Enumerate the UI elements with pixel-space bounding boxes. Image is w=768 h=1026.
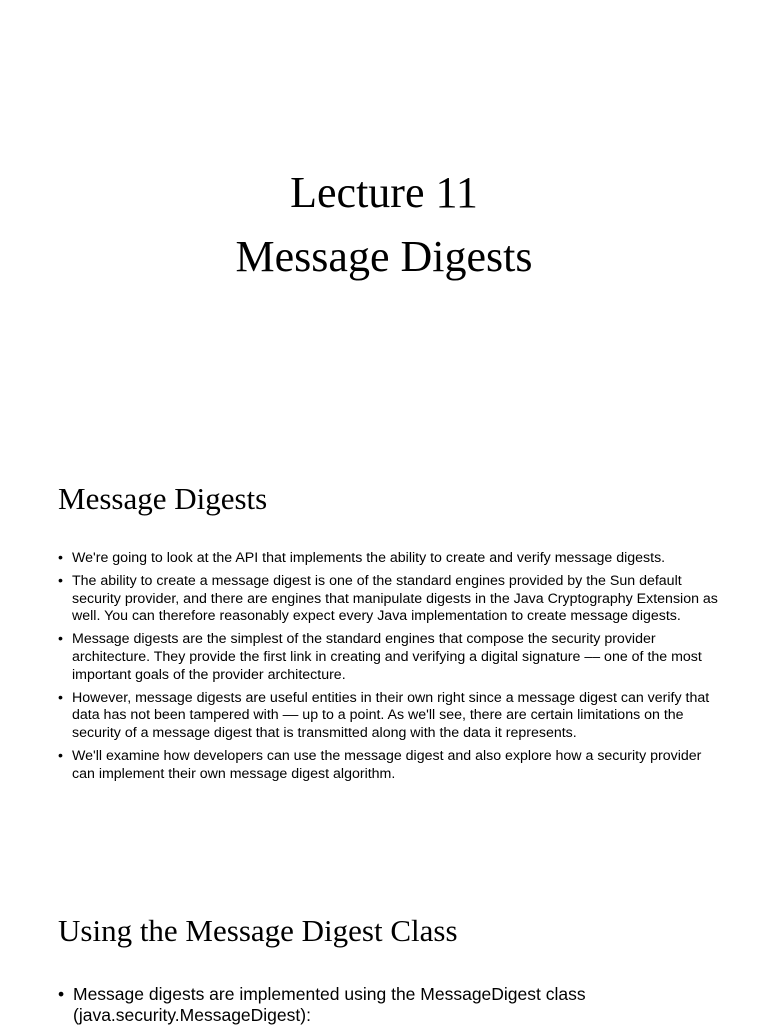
bullet-dot-icon: • [58, 689, 63, 706]
bullet-text: However, message digests are useful entities in their own right since a message digest can verify that data has not been tampered with –– up to a point. As we'll see, there are certain limitations on the security of a message digest that is transmitted along with the data it represents. [72, 689, 710, 742]
bullet-list [58, 984, 698, 1026]
lecture-number-title: Lecture 11 [290, 168, 478, 217]
bullet-item [58, 631, 723, 684]
bullet-text: The ability to create a message digest is one of the standard engines provided by the Sun default security provider, and there are engines that manipulate digests in the Java Cryptography Extension as well. You can therefore reasonably expect every Java implementation to create message digests. [72, 572, 718, 625]
slide-heading: Using the Message Digest Class [58, 913, 458, 948]
bullet-dot-icon: • [58, 572, 63, 589]
lecture-topic-title: Message Digests [235, 232, 533, 281]
bullet-text: Message digests are implemented using the MessageDigest class (java.security.MessageDigest): [73, 984, 586, 1025]
bullet-dot-icon: • [58, 747, 63, 764]
bullet-item [58, 984, 698, 1026]
bullet-list [58, 550, 723, 789]
bullet-dot-icon: • [58, 984, 65, 1004]
using-message-digest-class-slide [0, 870, 768, 1024]
bullet-item [58, 550, 723, 568]
bullet-item [58, 748, 723, 784]
title-slide [0, 0, 768, 430]
bullet-dot-icon: • [58, 631, 63, 648]
slide-heading: Message Digests [58, 481, 268, 516]
bullet-item [58, 573, 723, 626]
message-digests-slide [0, 430, 768, 870]
bullet-dot-icon: • [58, 550, 63, 566]
bullet-text: Message digests are the simplest of the standard engines that compose the security provider architecture. They provide the first link in creating and verifying a digital signature –– one of the most important goals of the provider architecture. [72, 631, 702, 683]
bullet-text: We're going to look at the API that implements the ability to create and verify message digests. [72, 550, 666, 566]
bullet-item [58, 690, 723, 743]
bullet-text: We'll examine how developers can use the message digest and also explore how a security provider can implement their own message digest algorithm. [72, 747, 702, 782]
